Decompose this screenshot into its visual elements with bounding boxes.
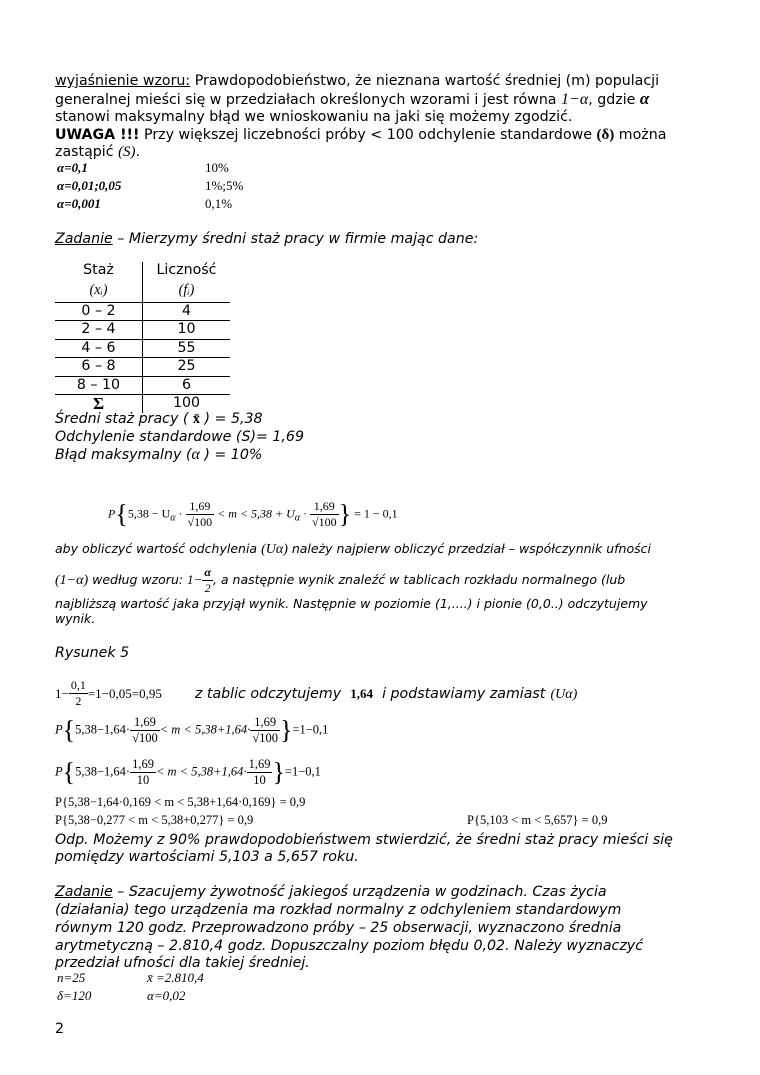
mean-line: Średni staż pracy ( x̄ ) = 5,38	[55, 411, 263, 427]
alpha-row-1-right: 10%	[205, 160, 229, 175]
task2-line-3: równym 120 godz. Przeprowadzono próby – 25 obserwacji, wyznaczono średnia	[55, 920, 622, 936]
uwaga-label: UWAGA !!!	[55, 127, 140, 143]
sum-icon: Σ	[55, 395, 143, 413]
explain-line-3: najbliższą wartość jaka przyjął wynik. Następnie w poziomie (1,....) i pionie (0,0..) odczytujemy	[55, 596, 648, 611]
table-row: 8 – 10 6	[55, 376, 230, 395]
intro-line-3: stanowi maksymalny błąd we wnioskowaniu na jaki się możemy zgodzić.	[55, 109, 573, 125]
table-header-xi: (xᵢ)	[55, 280, 143, 303]
task2-line-2: (działania) tego urządzenia ma rozkład normalny z odchyleniem standardowym	[55, 902, 622, 918]
formula-4: P{5,38−1,64·0,169 < m < 5,38+1,64·0,169} = 0,9	[55, 795, 306, 809]
alpha-row-3-right: 0,1%	[205, 196, 233, 211]
alpha-row-1-left: α=0,1	[57, 160, 88, 175]
given-delta: δ=120	[57, 988, 92, 1003]
calc-line-1: 1− $\frac{0,1}{2}$ =1−0,05=0,95 z tablic odczytujemy 1,64 i podstawiamy zamiast (Uα)	[55, 678, 578, 708]
uwaga-line-2: zastąpić (S).	[55, 144, 141, 160]
formula-1: $P\{5,38 - U_\alpha$ · $\frac{1,69}{√100}$ < $m < 5,38 + U_\alpha$ · $\frac{1,69}{√100}$ } = 1 − 0,1	[108, 499, 398, 529]
figure-caption: Rysunek 5	[55, 645, 130, 661]
intro-line-1: wyjaśnienie wzoru: Prawdopodobieństwo, że nieznana wartość średniej (m) populacji	[55, 73, 660, 89]
given-alpha: α=0,02	[147, 988, 186, 1003]
formula-3: P{5,38−1,64· $\frac{1,69}{10}$ < m < 5,38+1,64· $\frac{1,69}{10}$ }=1−0,1	[55, 757, 321, 787]
page-number: 2	[55, 1021, 65, 1037]
intro-label: wyjaśnienie wzoru:	[55, 73, 191, 89]
table-header-licznosc: Liczność	[156, 262, 217, 279]
formula-2: P{5,38−1,64· $\frac{1,69}{√100}$ < m < 5,38+1,64· $\frac{1,69}{√100}$ }=1−0,1	[55, 715, 329, 745]
task2-line-4: arytmetyczną – 2.810,4 godz. Dopuszczalny poziom błędu 0,02. Należy wyznaczyć	[55, 938, 643, 954]
explain-line-2: (1−α) według wzoru: 1− $\frac{\alpha}{2}$ , a następnie wynik znaleźć w tablicach rozkładu normalnego (lub	[55, 565, 626, 595]
error-line: Błąd maksymalny (α ) = 10%	[55, 446, 263, 463]
alpha-row-2-right: 1%;5%	[205, 178, 244, 193]
task2-line-5: przedział ufności dla takiej średniej.	[55, 955, 310, 971]
uwaga-line: UWAGA !!! Przy większej liczebności próby < 100 odchylenie standardowe (δ) można	[55, 127, 667, 143]
table-row: 4 – 6 55	[55, 339, 230, 358]
table-header-staz: Staż	[55, 262, 143, 280]
table-row: 6 – 8 25	[55, 358, 230, 377]
explain-line-4: wynik.	[55, 611, 96, 626]
given-n: n=25	[57, 970, 86, 985]
data-table	[55, 262, 230, 413]
alpha-row-2-left: α=0,01;0,05	[57, 178, 122, 193]
formula-5: P{5,38−0,277 < m < 5,38+0,277} = 0,9	[55, 813, 254, 827]
table-sum-row: Σ 100	[55, 395, 230, 413]
alpha-row-3-left: α=0,001	[57, 196, 101, 211]
answer-line-2: pomiędzy wartościami 5,103 a 5,657 roku.	[55, 849, 359, 865]
table-header-fi: (fᵢ)	[178, 282, 195, 298]
table-row: 2 – 4 10	[55, 321, 230, 340]
task1-heading: Zadanie – Mierzymy średni staż pracy w firmie mając dane:	[55, 231, 479, 247]
intro-line-2: generalnej mieści się w przedziałach określonych wzorami i jest równa 1−α, gdzie α	[55, 89, 650, 108]
given-xbar: x̄ =2.810,4	[147, 970, 204, 985]
explain-line-1: aby obliczyć wartość odchylenia (Uα) należy najpierw obliczyć przedział – współczynnik ufności	[55, 541, 651, 557]
sd-line: Odchylenie standardowe (S)= 1,69	[55, 429, 304, 445]
answer-line-1: Odp. Możemy z 90% prawdopodobieństwem stwierdzić, że średni staż pracy mieści się	[55, 832, 673, 848]
formula-6: P{5,103 < m < 5,657} = 0,9	[467, 813, 608, 827]
task2-line-1: Zadanie – Szacujemy żywotność jakiegoś urządzenia w godzinach. Czas życia	[55, 884, 607, 900]
table-row: 0 – 2 4	[55, 302, 230, 321]
